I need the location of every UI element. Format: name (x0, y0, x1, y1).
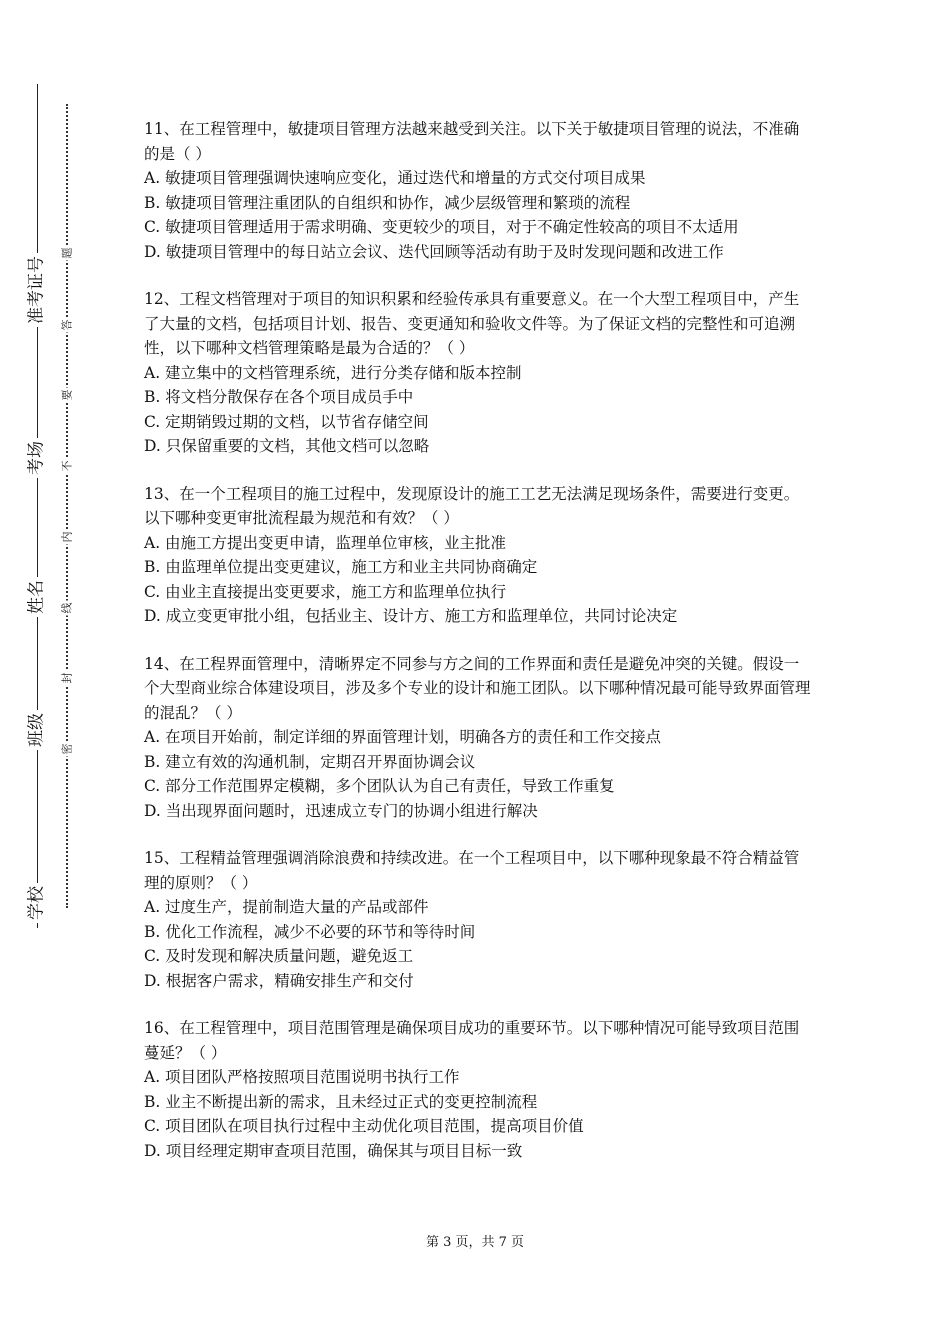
label-exam-id: 准考证号 (25, 253, 50, 327)
option-c: C. 项目团队在项目执行过程中主动优化项目范围，提高项目价值 (144, 1117, 584, 1135)
option-d: D. 当出现界面问题时，迅速成立专门的协调小组进行解决 (144, 801, 538, 820)
question-13 (144, 482, 814, 629)
seal-char: 密 (60, 743, 74, 755)
binding-dotted-line (66, 104, 68, 908)
label-exam-room: 考场 (25, 438, 50, 478)
seal-char: 不 (60, 460, 74, 472)
label-name: 姓名 (25, 577, 50, 617)
option-a: A. 过度生产，提前制造大量的产品或部件 (144, 898, 429, 916)
question-16 (144, 1016, 814, 1163)
question-list (144, 117, 814, 1163)
question-stem: 14、在工程界面管理中，清晰界定不同参与方之间的工作界面和责任是避免冲突的关键。假设一个大型商业综合体建设项目，涉及多个专业的设计和施工团队。以下哪种情况最可能导致界面管理的混乱？（ ） (144, 654, 811, 722)
option-c: C. 敏捷项目管理适用于需求明确、变更较少的项目，对于不确定性较高的项目不太适用 (144, 218, 739, 236)
binding-margin (0, 0, 100, 1344)
option-c: C. 部分工作范围界定模糊，多个团队认为自己有责任，导致工作重复 (144, 777, 615, 795)
option-b: B. 由监理单位提出变更建议，施工方和业主共同协商确定 (144, 558, 538, 576)
option-b: B. 业主不断提出新的需求，且未经过正式的变更控制流程 (144, 1092, 538, 1111)
question-stem: 13、在一个工程项目的施工过程中，发现原设计的施工工艺无法满足现场条件，需要进行变更。以下哪种变更审批流程最为规范和有效？（ ） (144, 484, 800, 527)
option-d: D. 敏捷项目管理中的每日站立会议、迭代回顾等活动有助于及时发现问题和改进工作 (144, 242, 724, 261)
option-a: A. 项目团队严格按照项目范围说明书执行工作 (144, 1068, 460, 1086)
option-a: A. 由施工方提出变更申请，监理单位审核，业主批准 (144, 533, 507, 552)
label-class: 班级 (25, 710, 50, 750)
option-d: D. 只保留重要的文档，其他文档可以忽略 (144, 437, 430, 455)
question-stem: 12、工程文档管理对于项目的知识积累和经验传承具有重要意义。在一个大型工程项目中，产生了大量的文档，包括项目计划、报告、变更通知和验收文件等。为了保证文档的完整性和可追溯性，以下哪种文档管理策略是最为合适的？（ ） (144, 290, 800, 357)
question-stem: 15、工程精益管理强调消除浪费和持续改进。在一个工程项目中，以下哪种现象最不符合精益管理的原则？（ ） (144, 849, 800, 892)
seal-char: 要 (60, 389, 74, 401)
option-d: D. 项目经理定期审查项目范围，确保其与项目目标一致 (144, 1141, 523, 1160)
question-12 (144, 287, 814, 459)
question-14 (144, 652, 814, 824)
option-c: C. 由业主直接提出变更要求，施工方和监理单位执行 (144, 582, 507, 601)
seal-char: 内 (60, 531, 74, 543)
seal-char: 封 (60, 672, 74, 684)
option-b: B. 敏捷项目管理注重团队的自组织和协作，减少层级管理和繁琐的流程 (144, 193, 631, 212)
seal-char: 线 (60, 602, 74, 614)
option-a: A. 敏捷项目管理强调快速响应变化，通过迭代和增量的方式交付项目成果 (144, 169, 646, 187)
label-school: 学校 (25, 883, 50, 923)
option-b: B. 建立有效的沟通机制，定期召开界面协调会议 (144, 752, 476, 771)
option-d: D. 成立变更审批小组，包括业主、设计方、施工方和监理单位，共同讨论决定 (144, 607, 678, 625)
question-11 (144, 117, 814, 264)
question-stem: 11、在工程管理中，敏捷项目管理方法越来越受到关注。以下关于敏捷项目管理的说法，不准确的是（ ） (144, 120, 800, 163)
option-b: B. 将文档分散保存在各个项目成员手中 (144, 388, 414, 406)
option-c: C. 定期销毁过期的文档，以节省存储空间 (144, 412, 429, 431)
option-a: A. 在项目开始前，制定详细的界面管理计划，明确各方的责任和工作交接点 (144, 728, 662, 746)
page-footer: 第 3 页，共 7 页 (425, 1235, 525, 1250)
option-d: D. 根据客户需求，精确安排生产和交付 (144, 971, 414, 990)
binding-solid-line (37, 84, 38, 928)
option-c: C. 及时发现和解决质量问题，避免返工 (144, 947, 414, 965)
seal-char: 题 (60, 247, 74, 259)
seal-char: 答 (60, 319, 74, 331)
question-15 (144, 846, 814, 993)
question-stem: 16、在工程管理中，项目范围管理是确保项目成功的重要环节。以下哪种情况可能导致项目范围蔓延？（ ） (144, 1019, 800, 1062)
option-a: A. 建立集中的文档管理系统，进行分类存储和版本控制 (144, 363, 522, 382)
option-b: B. 优化工作流程，减少不必要的环节和等待时间 (144, 922, 476, 941)
